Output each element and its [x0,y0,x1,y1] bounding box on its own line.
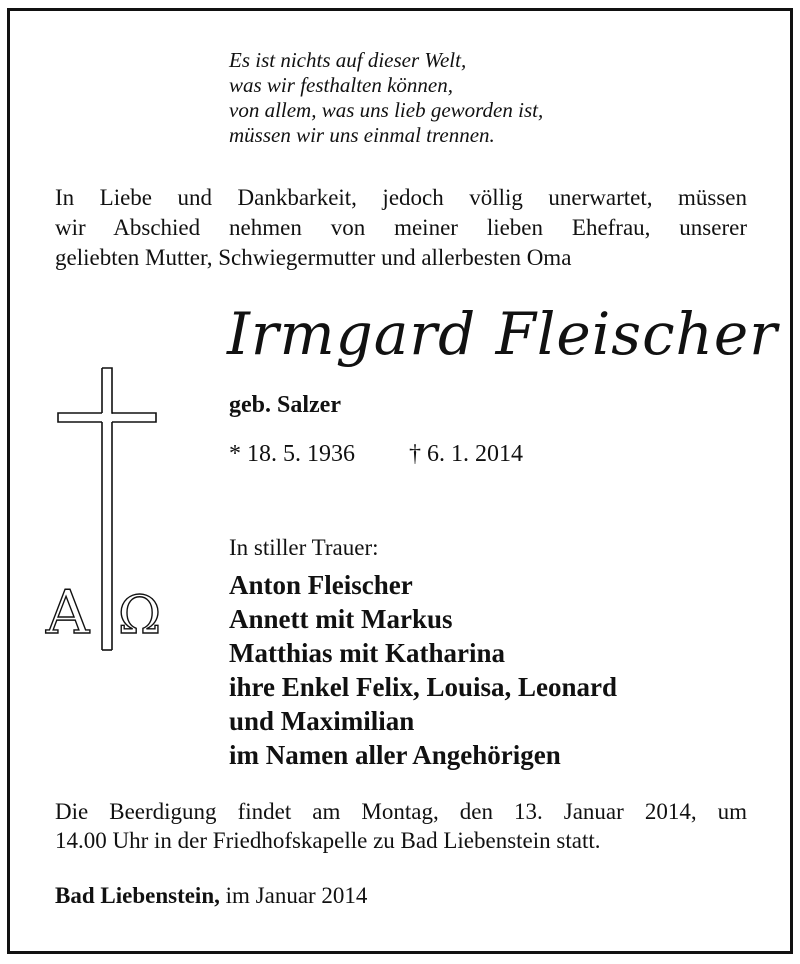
mourner-entry: Annett mit Markus [229,604,453,634]
death-date: † 6. 1. 2014 [409,441,523,467]
mourner-entry: ihre Enkel Felix, Louisa, Leonard [229,672,618,702]
mourner-entry: Matthias mit Katharina [229,638,505,668]
deceased-name: Irmgard Fleischer [227,300,778,368]
cross-alpha-omega-icon [40,365,180,660]
poem-line: Es ist nichts auf dieser Welt, [229,48,467,72]
poem-line: was wir festhalten können, [229,73,453,97]
poem-line: müssen wir uns einmal trennen. [229,123,495,147]
alpha-symbol: A [46,578,90,648]
mourner-entry: Anton Fleischer [229,570,413,600]
intro-line: geliebten Mutter, Schwiegermutter und allerbesten Oma [55,245,572,270]
place-date [55,883,367,909]
funeral-line: Die Beerdigung findet am Montag, den 13. Januar 2014, um [55,799,747,824]
funeral-info [55,797,747,855]
poem [229,48,543,148]
mourner-entry: und Maximilian [229,706,415,736]
mourners-label: In stiller Trauer: [229,535,379,560]
funeral-line: 14.00 Uhr in der Friedhofskapelle zu Bad Liebenstein statt. [55,828,601,853]
intro-line: wir Abschied nehmen von meiner lieben Ehefrau, unserer [55,215,747,240]
maiden-name: geb. Salzer [229,392,341,418]
omega-symbol: Ω [118,586,162,646]
mourner-entry: im Namen aller Angehörigen [229,740,561,770]
closing-date: im Januar 2014 [225,883,368,908]
mourners-list [229,568,617,772]
place-name: Bad Liebenstein, [55,883,220,908]
poem-line: von allem, was uns lieb geworden ist, [229,98,544,122]
intro-text [55,183,747,273]
birth-date: * 18. 5. 1936 [229,441,355,467]
life-dates [229,441,523,468]
intro-line: In Liebe und Dankbarkeit, jedoch völlig unerwartet, müssen [55,185,747,210]
